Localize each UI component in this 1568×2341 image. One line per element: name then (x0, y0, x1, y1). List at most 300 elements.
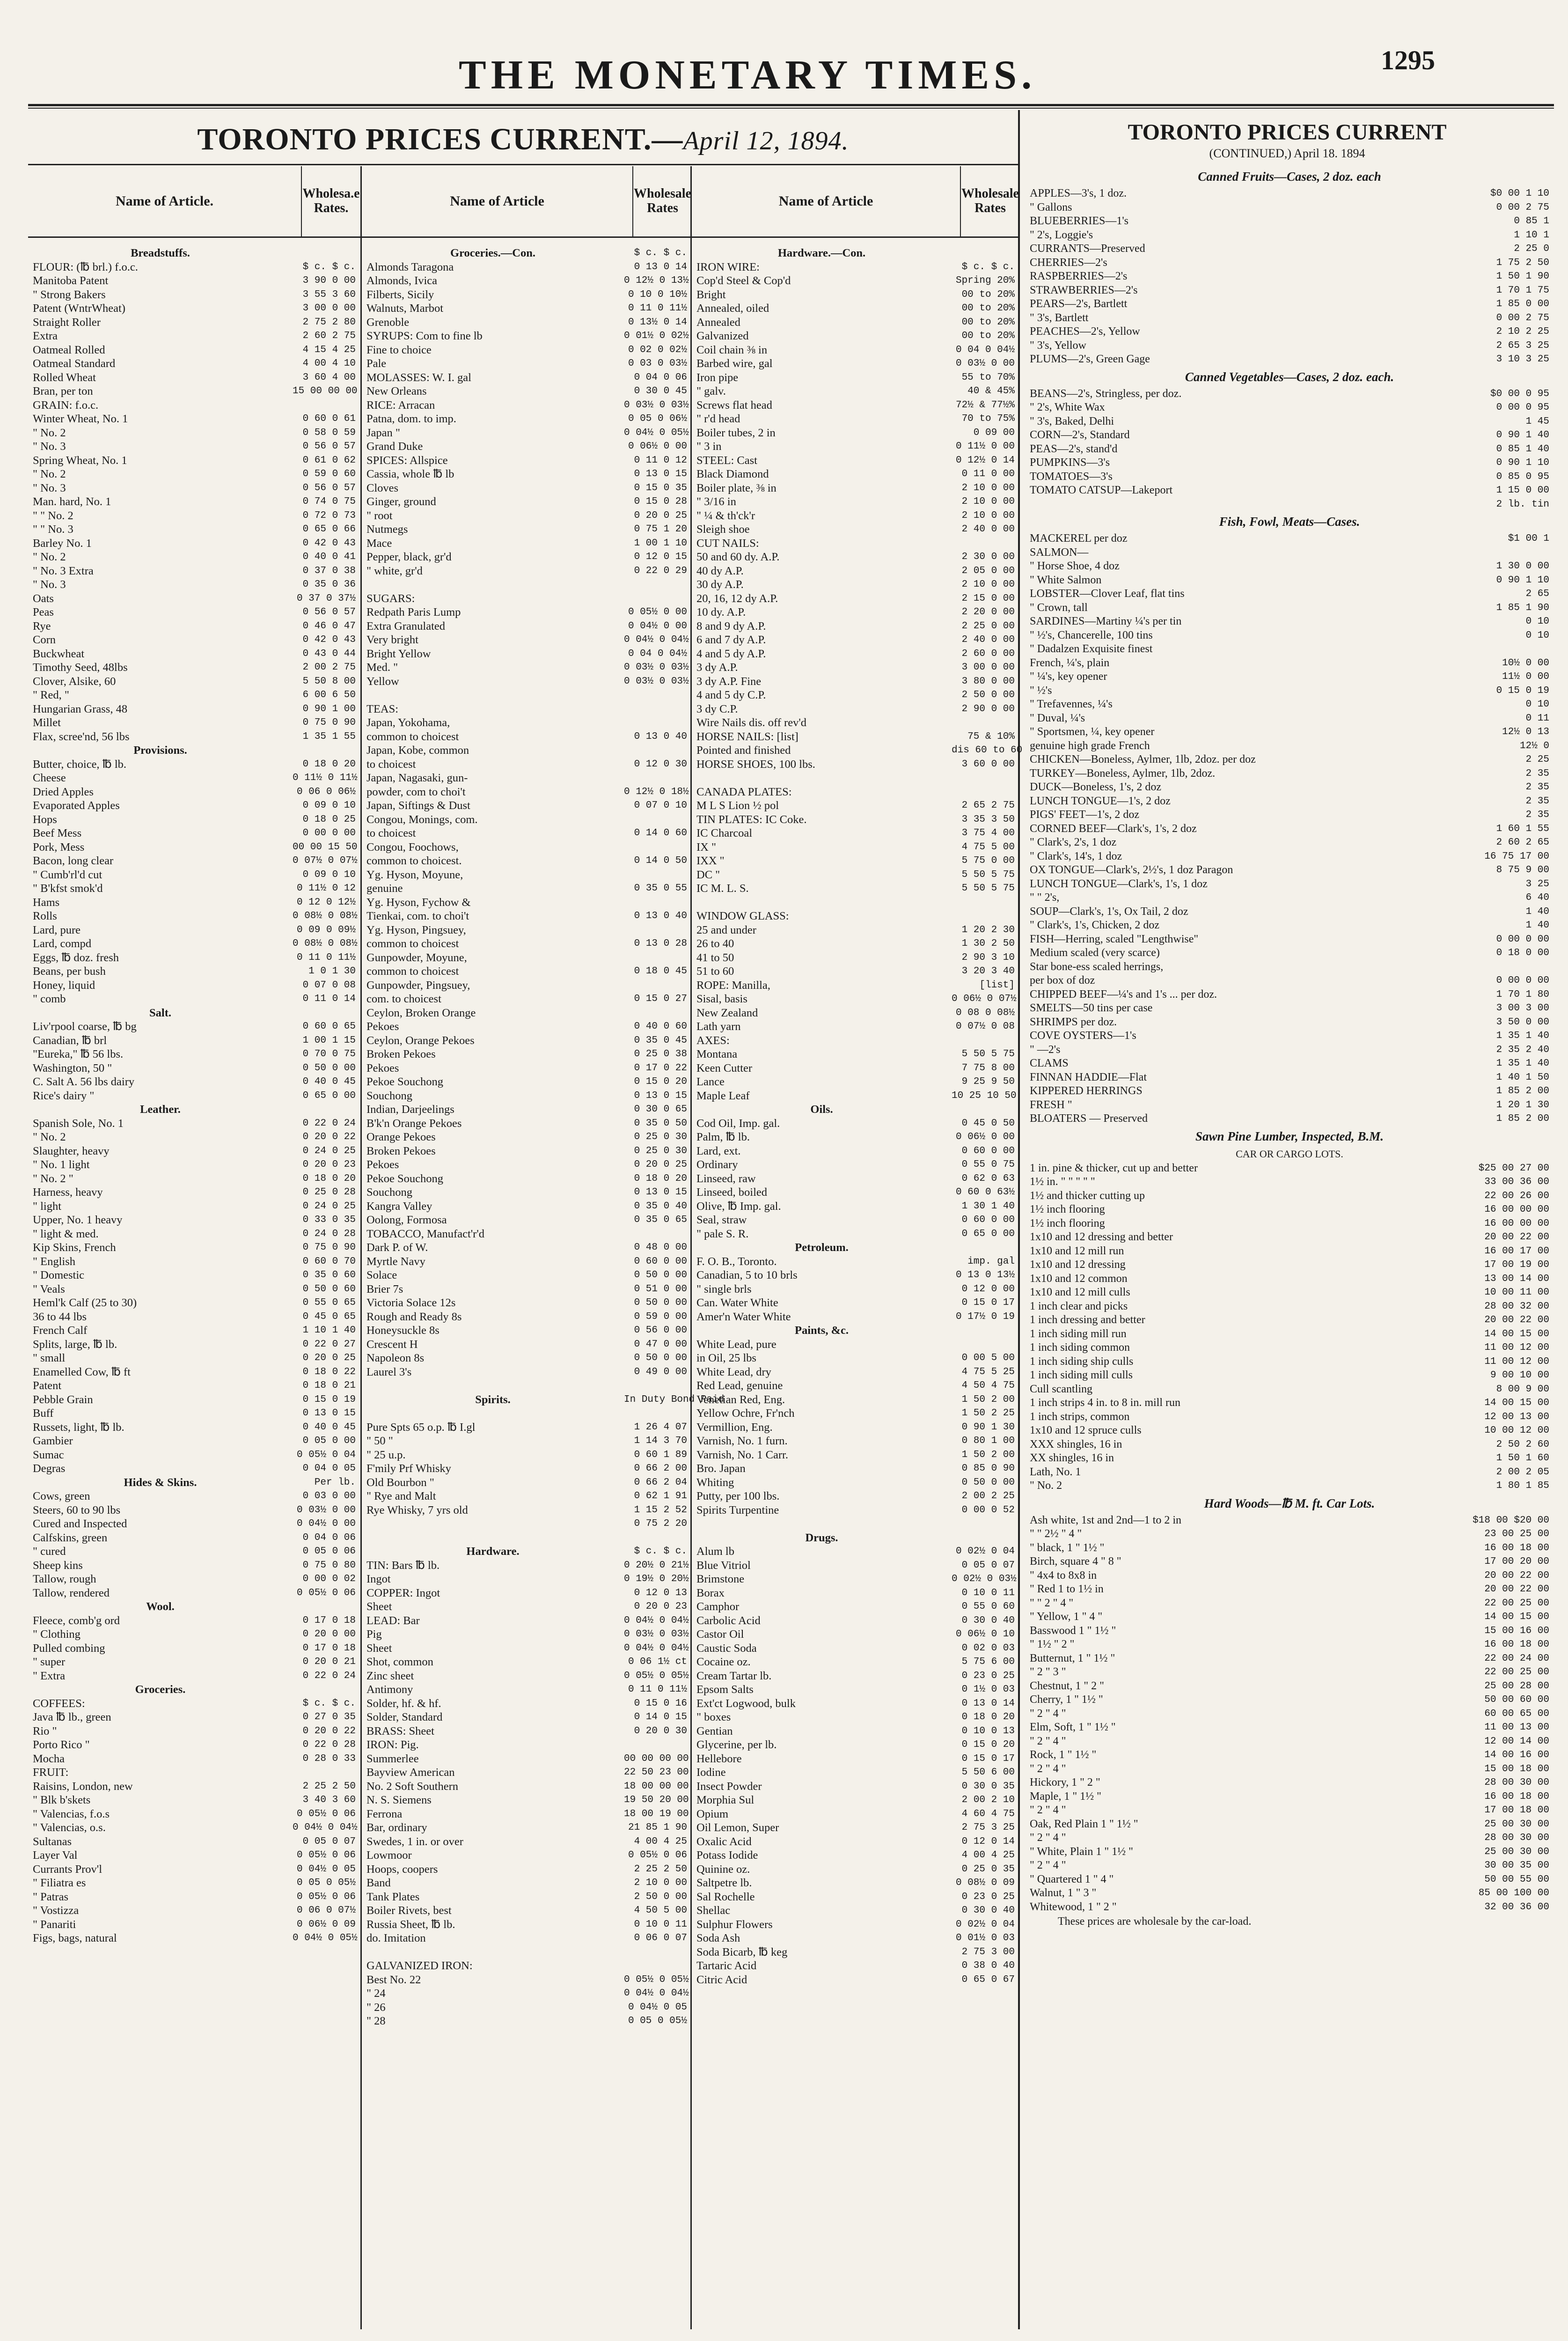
price-row (28, 647, 360, 661)
price-row (362, 2014, 692, 2028)
wholesale-rate: 0 13 0 14 (634, 261, 687, 272)
price-row (362, 1710, 692, 1724)
article-name: 30 dy A.P. (696, 578, 744, 591)
price-row (1030, 484, 1549, 498)
wholesale-rate: 0 65 0 00 (302, 1090, 356, 1101)
price-row (362, 288, 692, 302)
article-name: KIPPERED HERRINGS (1030, 1085, 1143, 1097)
wholesale-rate: 0 10 (1525, 616, 1549, 627)
article-name: Steers, 60 to 90 lbs (33, 1503, 121, 1516)
price-row (692, 1434, 1019, 1448)
wholesale-rate: 1 85 1 90 (1496, 602, 1549, 613)
wholesale-rate: 0 65 0 00 (961, 1228, 1015, 1239)
price-row (28, 1185, 360, 1200)
price-row (692, 550, 1019, 564)
price-row (362, 1987, 692, 2001)
price-row (28, 896, 360, 910)
price-row (1030, 1001, 1549, 1016)
article-name: Oak, Red Plain 1 " 1½ " (1030, 1818, 1138, 1830)
article-name: Eggs, ℔ doz. fresh (33, 951, 119, 964)
price-row (692, 661, 1019, 675)
wholesale-rate: 20 00 22 00 (1484, 1315, 1549, 1325)
article-name: " Blk b'skets (33, 1794, 91, 1806)
price-row (692, 357, 1019, 371)
price-row (362, 1489, 692, 1503)
price-row (362, 799, 692, 813)
wholesale-rate: 25 00 30 00 (1484, 1846, 1549, 1857)
article-name: Corn (33, 633, 56, 646)
wholesale-rate: 0 05½ 0 00 (628, 607, 687, 618)
article-name: Venetian Red, Eng. (696, 1393, 785, 1406)
wholesale-rate (624, 1738, 692, 1752)
wholesale-rate: 0 66 2 04 (634, 1477, 687, 1488)
wholesale-rate: 28 00 30 00 (1484, 1777, 1549, 1788)
price-row (1030, 325, 1549, 339)
wholesale-rate (624, 592, 692, 606)
price-row (692, 384, 1019, 398)
price-row (692, 454, 1019, 468)
price-row (362, 661, 692, 675)
article-name: 1½ and thicker cutting up (1030, 1189, 1145, 1202)
article-name: " Patras (33, 1890, 69, 1903)
article-name: MACKEREL per doz (1030, 532, 1128, 545)
article-name: Whiting (696, 1476, 734, 1489)
article-name: DC " (696, 868, 720, 881)
price-row (1030, 1527, 1549, 1541)
price-row (1030, 1776, 1549, 1790)
price-row (692, 426, 1019, 440)
wholesale-rate: 0 20 0 00 (302, 1629, 356, 1640)
price-row (28, 288, 360, 302)
wholesale-rate: 22 00 24 00 (1484, 1653, 1549, 1664)
price-row (362, 785, 692, 799)
price-row (692, 1379, 1019, 1393)
price-row (692, 1296, 1019, 1310)
price-row (362, 1172, 692, 1186)
column-header-name: Name of Article (778, 193, 873, 209)
wholesale-rate: 12 00 14 00 (1484, 1736, 1549, 1747)
price-row (1030, 1748, 1549, 1762)
article-name: Breadstuffs. (131, 247, 190, 259)
section-heading (28, 1683, 360, 1697)
price-row (28, 1503, 360, 1517)
wholesale-rate: 1 60 1 55 (1496, 823, 1549, 834)
price-row (362, 1600, 692, 1614)
section-heading (692, 1531, 1019, 1545)
wholesale-rate (952, 909, 1019, 923)
section-heading (28, 1600, 360, 1614)
article-name: Cured and Inspected (33, 1517, 127, 1530)
article-name: FINNAN HADDIE—Flat (1030, 1071, 1147, 1083)
price-row (692, 1255, 1019, 1269)
article-name: Sheet (366, 1600, 392, 1613)
column-header-rates: Wholesale Rates (632, 166, 692, 236)
article-name: Leather. (140, 1103, 181, 1116)
price-row (362, 592, 692, 606)
price-row (692, 1807, 1019, 1821)
article-name: Hardware.—Con. (777, 247, 866, 259)
price-row (692, 1572, 1019, 1586)
article-name: Bright (696, 288, 726, 301)
wholesale-rate: 0 13 0 15 (634, 1090, 687, 1101)
column-header (692, 166, 1019, 238)
price-row (28, 1448, 360, 1462)
wholesale-rate: 1 85 2 00 (1496, 1086, 1549, 1097)
wholesale-rate: 21 85 1 90 (628, 1822, 687, 1833)
price-row (28, 578, 360, 592)
article-name: Basswood 1 " 1½ " (1030, 1624, 1116, 1637)
price-row (692, 992, 1019, 1006)
article-name: IX " (696, 840, 716, 854)
price-row (362, 260, 692, 274)
article-name: Lard, compd (33, 937, 92, 950)
article-name: BLUEBERRIES—1's (1030, 215, 1129, 227)
article-name: Coil chain ⅜ in (696, 343, 768, 356)
price-row (692, 688, 1019, 702)
price-row (1030, 1016, 1549, 1030)
price-row (1030, 1583, 1549, 1597)
wholesale-rate (952, 1241, 1019, 1255)
article-name: " Cumb'rl'd cut (33, 868, 103, 881)
article-name (692, 771, 952, 785)
article-name: Millet (33, 716, 61, 729)
price-row (692, 1034, 1019, 1048)
wholesale-rate: 22 00 25 00 (1484, 1667, 1549, 1678)
price-row (28, 923, 360, 937)
wholesale-rate: 18 00 19 00 (624, 1808, 689, 1819)
article-name: LEAD: Bar (366, 1614, 420, 1627)
wholesale-rate: 0 65 0 66 (302, 524, 356, 535)
wholesale-rate: 0 62 1 91 (634, 1491, 687, 1502)
wholesale-rate: 00 00 15 50 (293, 841, 358, 853)
article-name: FISH—Herring, scaled "Lengthwise" (1030, 933, 1199, 945)
article-name: Wool. (146, 1600, 175, 1613)
wholesale-rate: 0 60 1 89 (634, 1449, 687, 1460)
article-name: Sulphur Flowers (696, 1918, 773, 1931)
price-row (28, 1089, 360, 1103)
wholesale-rate: 2 25 0 (1514, 243, 1549, 254)
article-name: 8 and 9 dy A.P. (696, 619, 766, 633)
price-row (28, 1545, 360, 1559)
price-row (362, 1434, 692, 1448)
price-row (28, 688, 360, 702)
article-name: Petroleum. (795, 1241, 849, 1254)
wholesale-rate: 0 06½ 0 07½ (952, 994, 1017, 1004)
article-name: Lance (696, 1075, 725, 1088)
article-name: Ingot (366, 1573, 391, 1585)
article-name: Heml'k Calf (25 to 30) (33, 1296, 137, 1309)
wholesale-rate: 0 60 0 65 (302, 1021, 356, 1032)
price-row (28, 1379, 360, 1393)
price-row (28, 979, 360, 993)
price-row (362, 1365, 692, 1379)
wholesale-rate: 0 22 0 27 (302, 1339, 356, 1350)
article-name: Maple Leaf (696, 1089, 750, 1102)
article-name: " No. 2 (33, 426, 66, 439)
wholesale-rate: 0 11½ 0 11½ (293, 773, 358, 783)
price-row (362, 426, 692, 440)
article-name: powder, com to choi't (366, 785, 466, 798)
article-name: Med. " (366, 661, 398, 674)
price-row (692, 716, 1019, 730)
wholesale-rate: 2 90 0 00 (961, 703, 1015, 714)
wholesale-rate: 15 00 18 00 (1484, 1763, 1549, 1774)
wholesale-rate: 1 20 2 30 (961, 924, 1015, 935)
wholesale-rate: $0 00 1 10 (1490, 188, 1549, 199)
price-row (362, 537, 692, 551)
article-name: French Calf (33, 1324, 88, 1337)
price-row (1030, 739, 1549, 753)
price-row (362, 647, 692, 661)
wholesale-rate: 2 10 0 00 (961, 579, 1015, 590)
wholesale-rate: 0 90 1 30 (961, 1421, 1015, 1433)
price-row (28, 1310, 360, 1324)
price-row (692, 813, 1019, 827)
wholesale-rate: 0 75 0 90 (302, 1242, 356, 1253)
price-row (1030, 1313, 1549, 1327)
wholesale-rate (624, 1531, 692, 1545)
article-name: " root (366, 509, 393, 522)
price-row (362, 509, 692, 523)
article-name: Seal, straw (696, 1214, 747, 1226)
article-name: Harness, heavy (33, 1186, 103, 1199)
article-name: Lard, pure (33, 923, 81, 936)
article-name: Montana (696, 1048, 738, 1060)
article-name: CORN—2's, Standard (1030, 429, 1130, 441)
wholesale-rate: 0 14 0 50 (634, 855, 687, 866)
wholesale-rate: 2 60 2 75 (302, 331, 356, 341)
wholesale-rate: 0 12 0 14 (961, 1836, 1015, 1847)
price-row (1030, 1327, 1549, 1341)
price-row (28, 1075, 360, 1089)
article-name: 1 inch dressing and better (1030, 1314, 1145, 1326)
article-name: Summerlee (366, 1752, 419, 1765)
wholesale-rate: 5 50 6 00 (961, 1767, 1015, 1778)
price-row (28, 564, 360, 578)
wholesale-rate: 0 05 0 06½ (628, 413, 687, 424)
price-row (28, 868, 360, 882)
wholesale-rate: 0 05 0 07 (302, 1836, 356, 1847)
wholesale-rate: 0 17 0 18 (302, 1642, 356, 1654)
column-header-name: Name of Article. (115, 193, 214, 209)
price-row (28, 371, 360, 385)
wholesale-rate: 0 80 1 00 (961, 1436, 1015, 1446)
article-name: Elm, Soft, 1 " 1½ " (1030, 1721, 1116, 1733)
article-name: 3 dy A.P. Fine (696, 675, 762, 688)
article-name: in Oil, 25 lbs (696, 1352, 756, 1364)
article-name: Pulled combing (33, 1642, 105, 1655)
article-name: Canadian, ℔ brl (33, 1034, 107, 1047)
wholesale-rate: 1 14 3 70 (634, 1436, 687, 1446)
wholesale-rate: 0 90 1 40 (1496, 430, 1549, 441)
price-row (1030, 1341, 1549, 1355)
wholesale-rate: 8 75 9 00 (1496, 865, 1549, 876)
price-row (362, 1918, 692, 1932)
wholesale-rate: 0 62 0 63 (961, 1173, 1015, 1184)
wholesale-rate: 1 30 2 50 (961, 938, 1015, 949)
article-name: Hickory, 1 " 2 " (1030, 1776, 1100, 1789)
wholesale-rate: 5 75 0 00 (961, 855, 1015, 866)
wholesale-rate: 4 50 4 75 (961, 1380, 1015, 1391)
article-name: OX TONGUE—Clark's, 2½'s, 1 doz Paragon (1030, 864, 1233, 876)
wholesale-rate: 0 00 2 75 (1496, 202, 1549, 213)
price-row (362, 1931, 692, 1945)
wholesale-rate: 0 25 0 35 (961, 1863, 1015, 1875)
wholesale-rate: 0 28 0 33 (302, 1753, 356, 1764)
wholesale-rate: 0 49 0 00 (634, 1366, 687, 1377)
price-row (28, 799, 360, 813)
wholesale-rate: 20 00 22 00 (1484, 1570, 1549, 1581)
article-name: IC Charcoal (696, 827, 753, 839)
wholesale-rate: 00 to 20% (961, 289, 1015, 300)
wholesale-rate: 0 04½ 0 04½ (624, 1615, 689, 1626)
wholesale-rate: 28 00 30 00 (1484, 1833, 1549, 1843)
price-row (692, 1489, 1019, 1503)
price-row (1030, 498, 1549, 512)
article-name: Almonds, Ivica (366, 274, 438, 287)
wholesale-rate: 0 25 0 30 (634, 1132, 687, 1142)
section-heading (692, 246, 1019, 260)
article-name: COVE OYSTERS—1's (1030, 1030, 1136, 1042)
wholesale-rate (952, 1103, 1019, 1117)
price-row (692, 868, 1019, 882)
price-row (28, 343, 360, 357)
wholesale-rate: 17 00 18 00 (1484, 1805, 1549, 1816)
wholesale-rate: 0 35 0 45 (634, 1035, 687, 1046)
price-row (692, 1669, 1019, 1683)
article-name: Enamelled Cow, ℔ ft (33, 1365, 131, 1378)
article-name: " Clark's, 1's, Chicken, 2 doz (1030, 919, 1160, 931)
price-row (362, 716, 692, 730)
article-name: CHERRIES—2's (1030, 256, 1107, 269)
article-name: Cop'd Steel & Cop'd (696, 274, 791, 287)
article-name: Manitoba Patent (33, 274, 109, 287)
price-row (362, 1130, 692, 1144)
wholesale-rate: 0 05½ 0 05½ (624, 1670, 689, 1681)
wholesale-rate: 0 24 0 25 (302, 1200, 356, 1212)
price-row (692, 1697, 1019, 1711)
article-name: Almonds Taragona (366, 260, 454, 273)
price-row (28, 1904, 360, 1918)
article-name: SOUP—Clark's, 1's, Ox Tail, 2 doz (1030, 905, 1188, 918)
price-row (692, 316, 1019, 330)
article-name: Ext'ct Logwood, bulk (696, 1697, 796, 1710)
wholesale-rate: 25 00 30 00 (1484, 1818, 1549, 1830)
article-name: Evaporated Apples (33, 799, 120, 812)
article-name: Can. Water White (696, 1296, 778, 1309)
article-name: " 2 " 4 " (1030, 1735, 1066, 1747)
price-row (362, 758, 692, 772)
article-name: 1½ inch flooring (1030, 1217, 1105, 1229)
wholesale-rate (624, 1227, 692, 1241)
wholesale-rate: $25 00 27 00 (1478, 1163, 1549, 1174)
article-name: F'mily Prf Whisky (366, 1462, 451, 1475)
wholesale-rate: 0 12 0 12½ (296, 897, 356, 908)
article-name: Japan, Kobe, common (366, 744, 469, 757)
wholesale-rate: 14 00 15 00 (1484, 1328, 1549, 1340)
wholesale-rate: 0 05 0 05½ (628, 2016, 687, 2026)
price-row (692, 1683, 1019, 1697)
price-row (1030, 1555, 1549, 1569)
wholesale-rate: $18 00 $20 00 (1473, 1515, 1549, 1526)
price-row (1030, 1569, 1549, 1583)
price-row (362, 1973, 692, 1987)
wholesale-rate: 0 35 0 36 (302, 579, 356, 590)
wholesale-rate: 0 11 0 14 (302, 994, 356, 1004)
wholesale-rate: 2 25 2 50 (634, 1863, 687, 1875)
price-row (692, 882, 1019, 896)
article-name: Walnuts, Marbot (366, 302, 444, 315)
article-name: Castor Oil (696, 1628, 744, 1641)
wholesale-rate: 3 80 0 00 (961, 676, 1015, 687)
price-row (692, 826, 1019, 840)
price-row (362, 1406, 692, 1421)
article-name: Rice's dairy " (33, 1089, 95, 1102)
wholesale-rate: 0 66 2 00 (634, 1463, 687, 1474)
price-row (692, 1130, 1019, 1144)
price-row (692, 1545, 1019, 1559)
article-name: Patent (33, 1379, 62, 1392)
price-row (1030, 836, 1549, 850)
article-name: " " No. 2 (33, 509, 73, 522)
wholesale-rate: 4 15 4 25 (302, 344, 356, 355)
wholesale-rate: 0 42 0 43 (302, 537, 356, 549)
wholesale-rate: 0 35 0 40 (634, 1200, 687, 1212)
article-name: " 4x4 to 8x8 in (1030, 1569, 1097, 1582)
wholesale-rate: 2 35 (1525, 782, 1549, 793)
wholesale-rate: 0 06½ 0 00 (628, 441, 687, 452)
wholesale-rate: 0 90 1 10 (1496, 574, 1549, 586)
article-name: IC M. L. S. (696, 882, 749, 895)
wholesale-rate: 2 50 2 60 (1496, 1439, 1549, 1450)
wholesale-rate: 0 00 2 75 (1496, 312, 1549, 324)
wholesale-rate (952, 1324, 1019, 1338)
wholesale-rate: 0 50 0 00 (961, 1477, 1015, 1488)
section-heading (28, 1103, 360, 1117)
wholesale-rate: 1 40 (1525, 906, 1549, 917)
article-name: BEANS—2's, Stringless, per doz. (1030, 387, 1182, 400)
price-row (362, 840, 692, 854)
article-name: Walnut, 1 " 3 " (1030, 1887, 1097, 1899)
article-name: Ferrona (366, 1807, 403, 1820)
price-row (692, 1158, 1019, 1172)
wholesale-rate: 0 11 0 11½ (628, 303, 687, 314)
article-name: Linseed, raw (696, 1172, 756, 1185)
article-name: " Dadalzen Exquisite finest (1030, 643, 1153, 655)
wholesale-rate: 4 00 4 25 (634, 1836, 687, 1847)
price-row (1030, 442, 1549, 456)
article-name: Hams (33, 896, 60, 909)
price-row (28, 675, 360, 689)
wholesale-rate: 0 51 0 00 (634, 1283, 687, 1295)
article-name: Yg. Hyson, Fychow & (366, 896, 471, 909)
wholesale-rate: 33 00 36 00 (1484, 1177, 1549, 1187)
wholesale-rate: 16 00 18 00 (1484, 1639, 1549, 1650)
article-name: " No. 2 (33, 551, 66, 563)
price-row (28, 537, 360, 551)
article-name: to choicest (366, 827, 416, 839)
article-name: Honeysuckle 8s (366, 1324, 440, 1337)
article-name: Peas (33, 606, 54, 618)
article-name: Oil Lemon, Super (696, 1821, 779, 1834)
wholesale-rate: 12½ 0 (1519, 740, 1549, 751)
wholesale-rate: 15 00 00 00 (293, 386, 358, 397)
wholesale-rate: 25 00 28 00 (1484, 1680, 1549, 1692)
wholesale-rate: 0 22 0 24 (302, 1670, 356, 1681)
section-heading (692, 1324, 1019, 1338)
article-name: 1x10 and 12 spruce culls (1030, 1424, 1142, 1436)
wholesale-rate: 2 35 (1525, 795, 1549, 807)
